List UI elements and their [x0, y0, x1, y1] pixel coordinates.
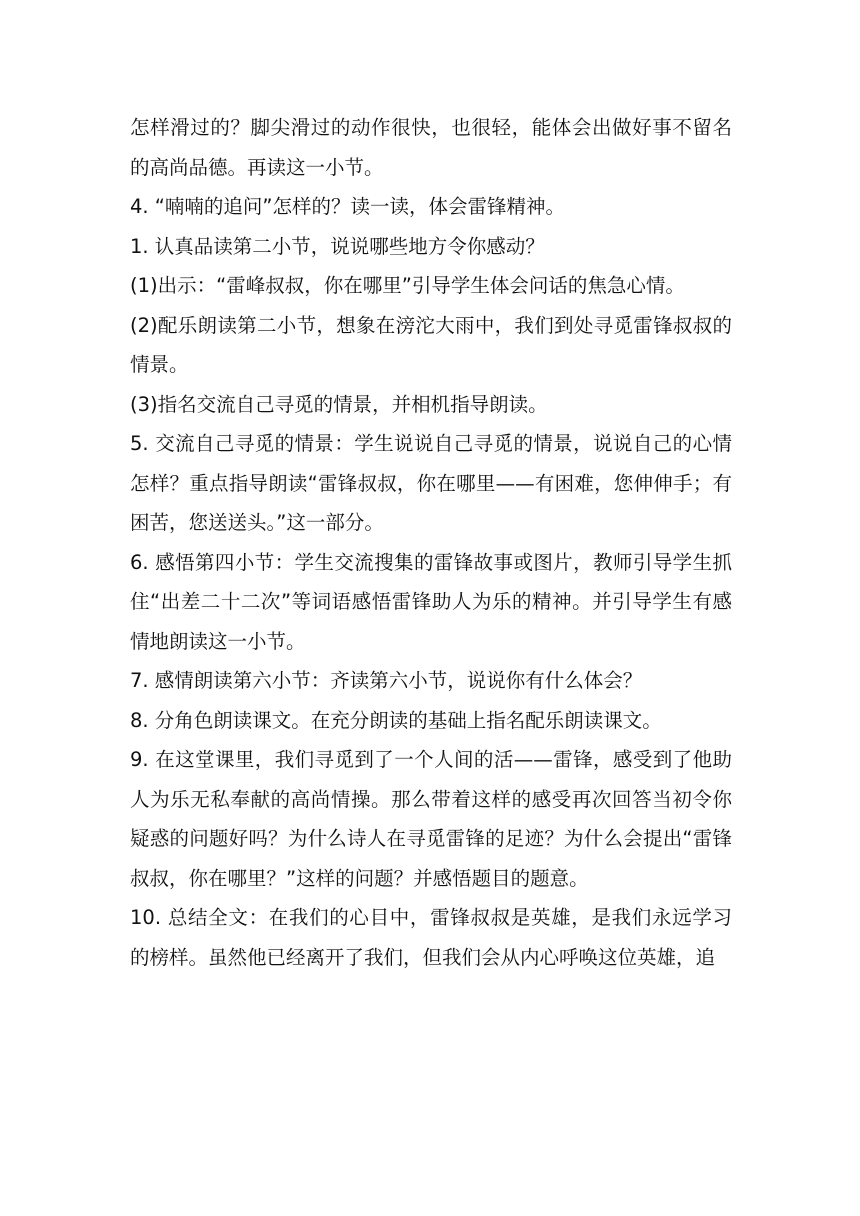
paragraph-10: 8. 分角色朗读课文。在充分朗读的基础上指名配乐朗读课文。 [130, 708, 662, 732]
paragraph-1: 怎样滑过的？脚尖滑过的动作很快，也很轻，能体会出做好事不留名的高尚品德。再读这一小节。 [130, 116, 732, 179]
paragraph-6: (3)指名交流自己寻觅的情景，并相机指导朗读。 [130, 392, 548, 416]
document-body [130, 108, 732, 977]
paragraph-11: 9. 在这堂课里，我们寻觅到了一个人间的活——雷锋，感受到了他助人为乐无私奉献的高尚情操。那么带着这样的感受再次回答当初令你疑惑的问题好吗？为什么诗人在寻觅雷锋的足迹？为什么会提出“雷锋叔叔，你在哪里？”这样的问题？并感悟题目的题意。 [130, 748, 732, 890]
paragraph-12: 10. 总结全文：在我们的心目中，雷锋叔叔是英雄，是我们永远学习的榜样。虽然他已经离开了我们，但我们会从内心呼唤这位英雄，追 [130, 906, 732, 969]
paragraph-5: (2)配乐朗读第二小节，想象在滂沱大雨中，我们到处寻觅雷锋叔叔的情景。 [130, 313, 732, 376]
paragraph-4: (1)出示：“雷峰叔叔，你在哪里”引导学生体会问话的焦急心情。 [130, 274, 685, 297]
paragraph-2: 4. “喃喃的追问”怎样的？读一读，体会雷锋精神。 [130, 195, 566, 218]
paragraph-8: 6. 感悟第四小节：学生交流搜集的雷锋故事或图片，教师引导学生抓住“出差二十二次”等词语感悟雷锋助人为乐的精神。并引导学生有感情地朗读这一小节。 [130, 550, 732, 653]
paragraph-3: 1. 认真品读第二小节，说说哪些地方令你感动？ [130, 234, 545, 258]
paragraph-9: 7. 感情朗读第六小节：齐读第六小节，说说你有什么体会？ [130, 669, 643, 692]
paragraph-7: 5. 交流自己寻觅的情景：学生说说自己寻觅的情景，说说自己的心情怎样？重点指导朗读“雷锋叔叔，你在哪里——有困难，您伸伸手；有困苦，您送送头。”这一部分。 [130, 432, 732, 534]
